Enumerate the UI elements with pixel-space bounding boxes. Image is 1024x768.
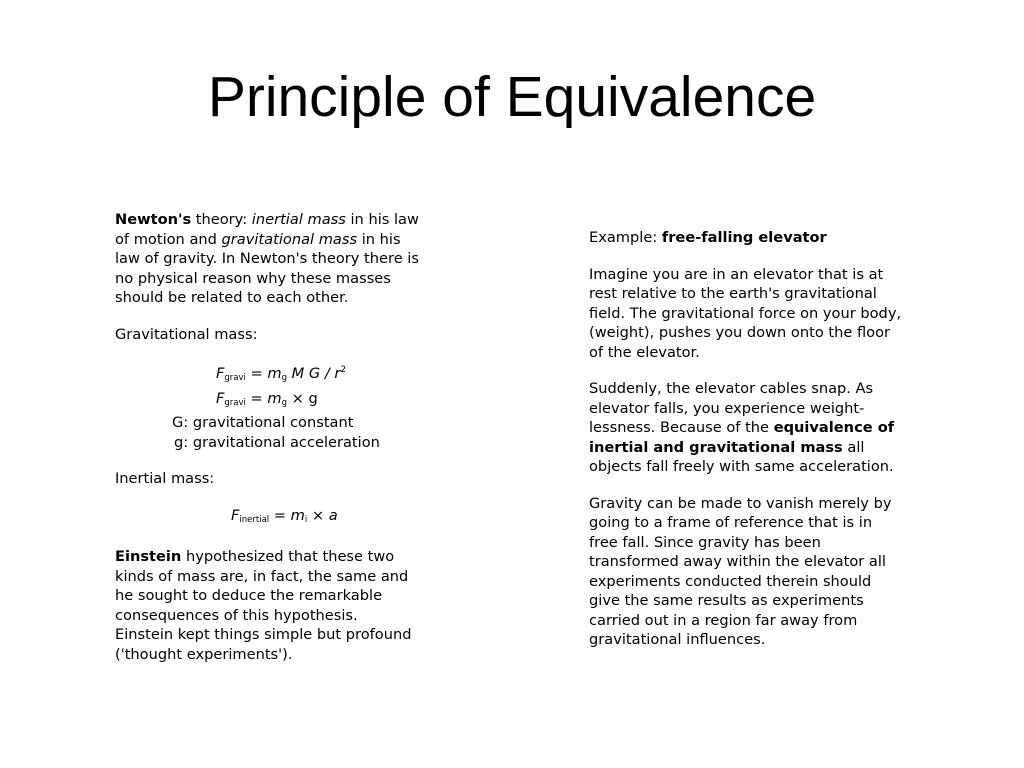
elevator-paragraph-1: Imagine you are in an elevator that is at rest relative to the earth's gravitational field. The gravitational force on your body, (weight), pushes you down onto the floor of the elevator. — [589, 265, 902, 361]
definition-G: G: gravitational constant — [172, 414, 354, 431]
formula2-F: F — [216, 389, 225, 407]
newton-text-3: in his law of gravity. In Newton's theory there is no physical reason why these masses should be related to each other. — [115, 230, 419, 306]
einstein-paragraph — [115, 547, 465, 664]
example-label: Example: — [589, 229, 662, 246]
gravitational-mass-italic: gravitational mass — [221, 230, 358, 248]
formula3-F: F — [231, 506, 240, 524]
left-column — [115, 210, 465, 664]
equivalence-bold: equivalence of inertial and gravitational mass — [589, 419, 895, 456]
slide-title: Principle of Equivalence — [207, 65, 817, 129]
formula-gravi-newton — [115, 361, 465, 389]
formula1-m-sub: g — [281, 373, 288, 383]
formula1-rest: M G / — [287, 365, 335, 382]
formula3-times: × — [307, 506, 329, 524]
formula1-r: r — [334, 365, 341, 382]
formula2-m-sub: g — [281, 397, 288, 408]
elevator-p2-text-2: all objects fall freely with same acceleration. — [589, 438, 894, 475]
formula2-F-sub: gravi — [224, 397, 246, 408]
formula-gravi-g — [115, 389, 465, 414]
gravitational-mass-heading: Gravitational mass: — [115, 325, 258, 343]
formula3-m: m — [290, 506, 305, 524]
formula1-sup: 2 — [340, 365, 347, 375]
newton-bold: Newton's — [115, 211, 192, 228]
formula2-m: m — [267, 389, 282, 407]
inertial-mass-italic: inertial mass — [251, 211, 346, 228]
einstein-bold: Einstein — [115, 548, 182, 565]
formula1-m: m — [267, 365, 282, 382]
elevator-paragraph-2 — [589, 379, 969, 477]
formula2-eq: = — [245, 389, 268, 407]
formula1-eq: = — [245, 365, 268, 382]
newton-text-2: in his law of motion and — [115, 211, 419, 248]
formula3-eq: = — [269, 506, 291, 524]
formula3-a: a — [328, 506, 338, 524]
newton-text-1: theory: — [191, 211, 252, 228]
elevator-paragraph-3: Gravity can be made to vanish merely by going to a frame of reference that is in free fall. Since gravity has been transformed away within the elevator all experiments conducted therein should give the same results as experiments carried out in a region far away from gravitational influences. — [589, 494, 892, 648]
newton-paragraph — [115, 210, 465, 308]
definition-g: g: gravitational acceleration — [174, 433, 380, 451]
elevator-p2-text-1: Suddenly, the elevator cables snap. As elevator falls, you experience weight- lessness. Because of the — [589, 380, 874, 436]
formula2-rest: × g — [287, 389, 318, 407]
formula3-m-sub: i — [304, 514, 308, 525]
inertial-mass-heading: Inertial mass: — [115, 470, 215, 487]
einstein-text: hypothesized that these two kinds of mass are, in fact, the same and he sought to deduce the remarkable consequences of this hypothesis. Einstein kept things simple but profound ('thought experiments'). — [115, 548, 412, 663]
right-column — [589, 228, 969, 650]
formula-inertial — [115, 506, 465, 531]
formula1-F: F — [216, 365, 225, 382]
example-bold: free-falling elevator — [661, 229, 827, 246]
example-heading — [589, 228, 969, 248]
formula1-F-sub: gravi — [224, 373, 246, 383]
formula3-F-sub: inertial — [239, 514, 270, 525]
